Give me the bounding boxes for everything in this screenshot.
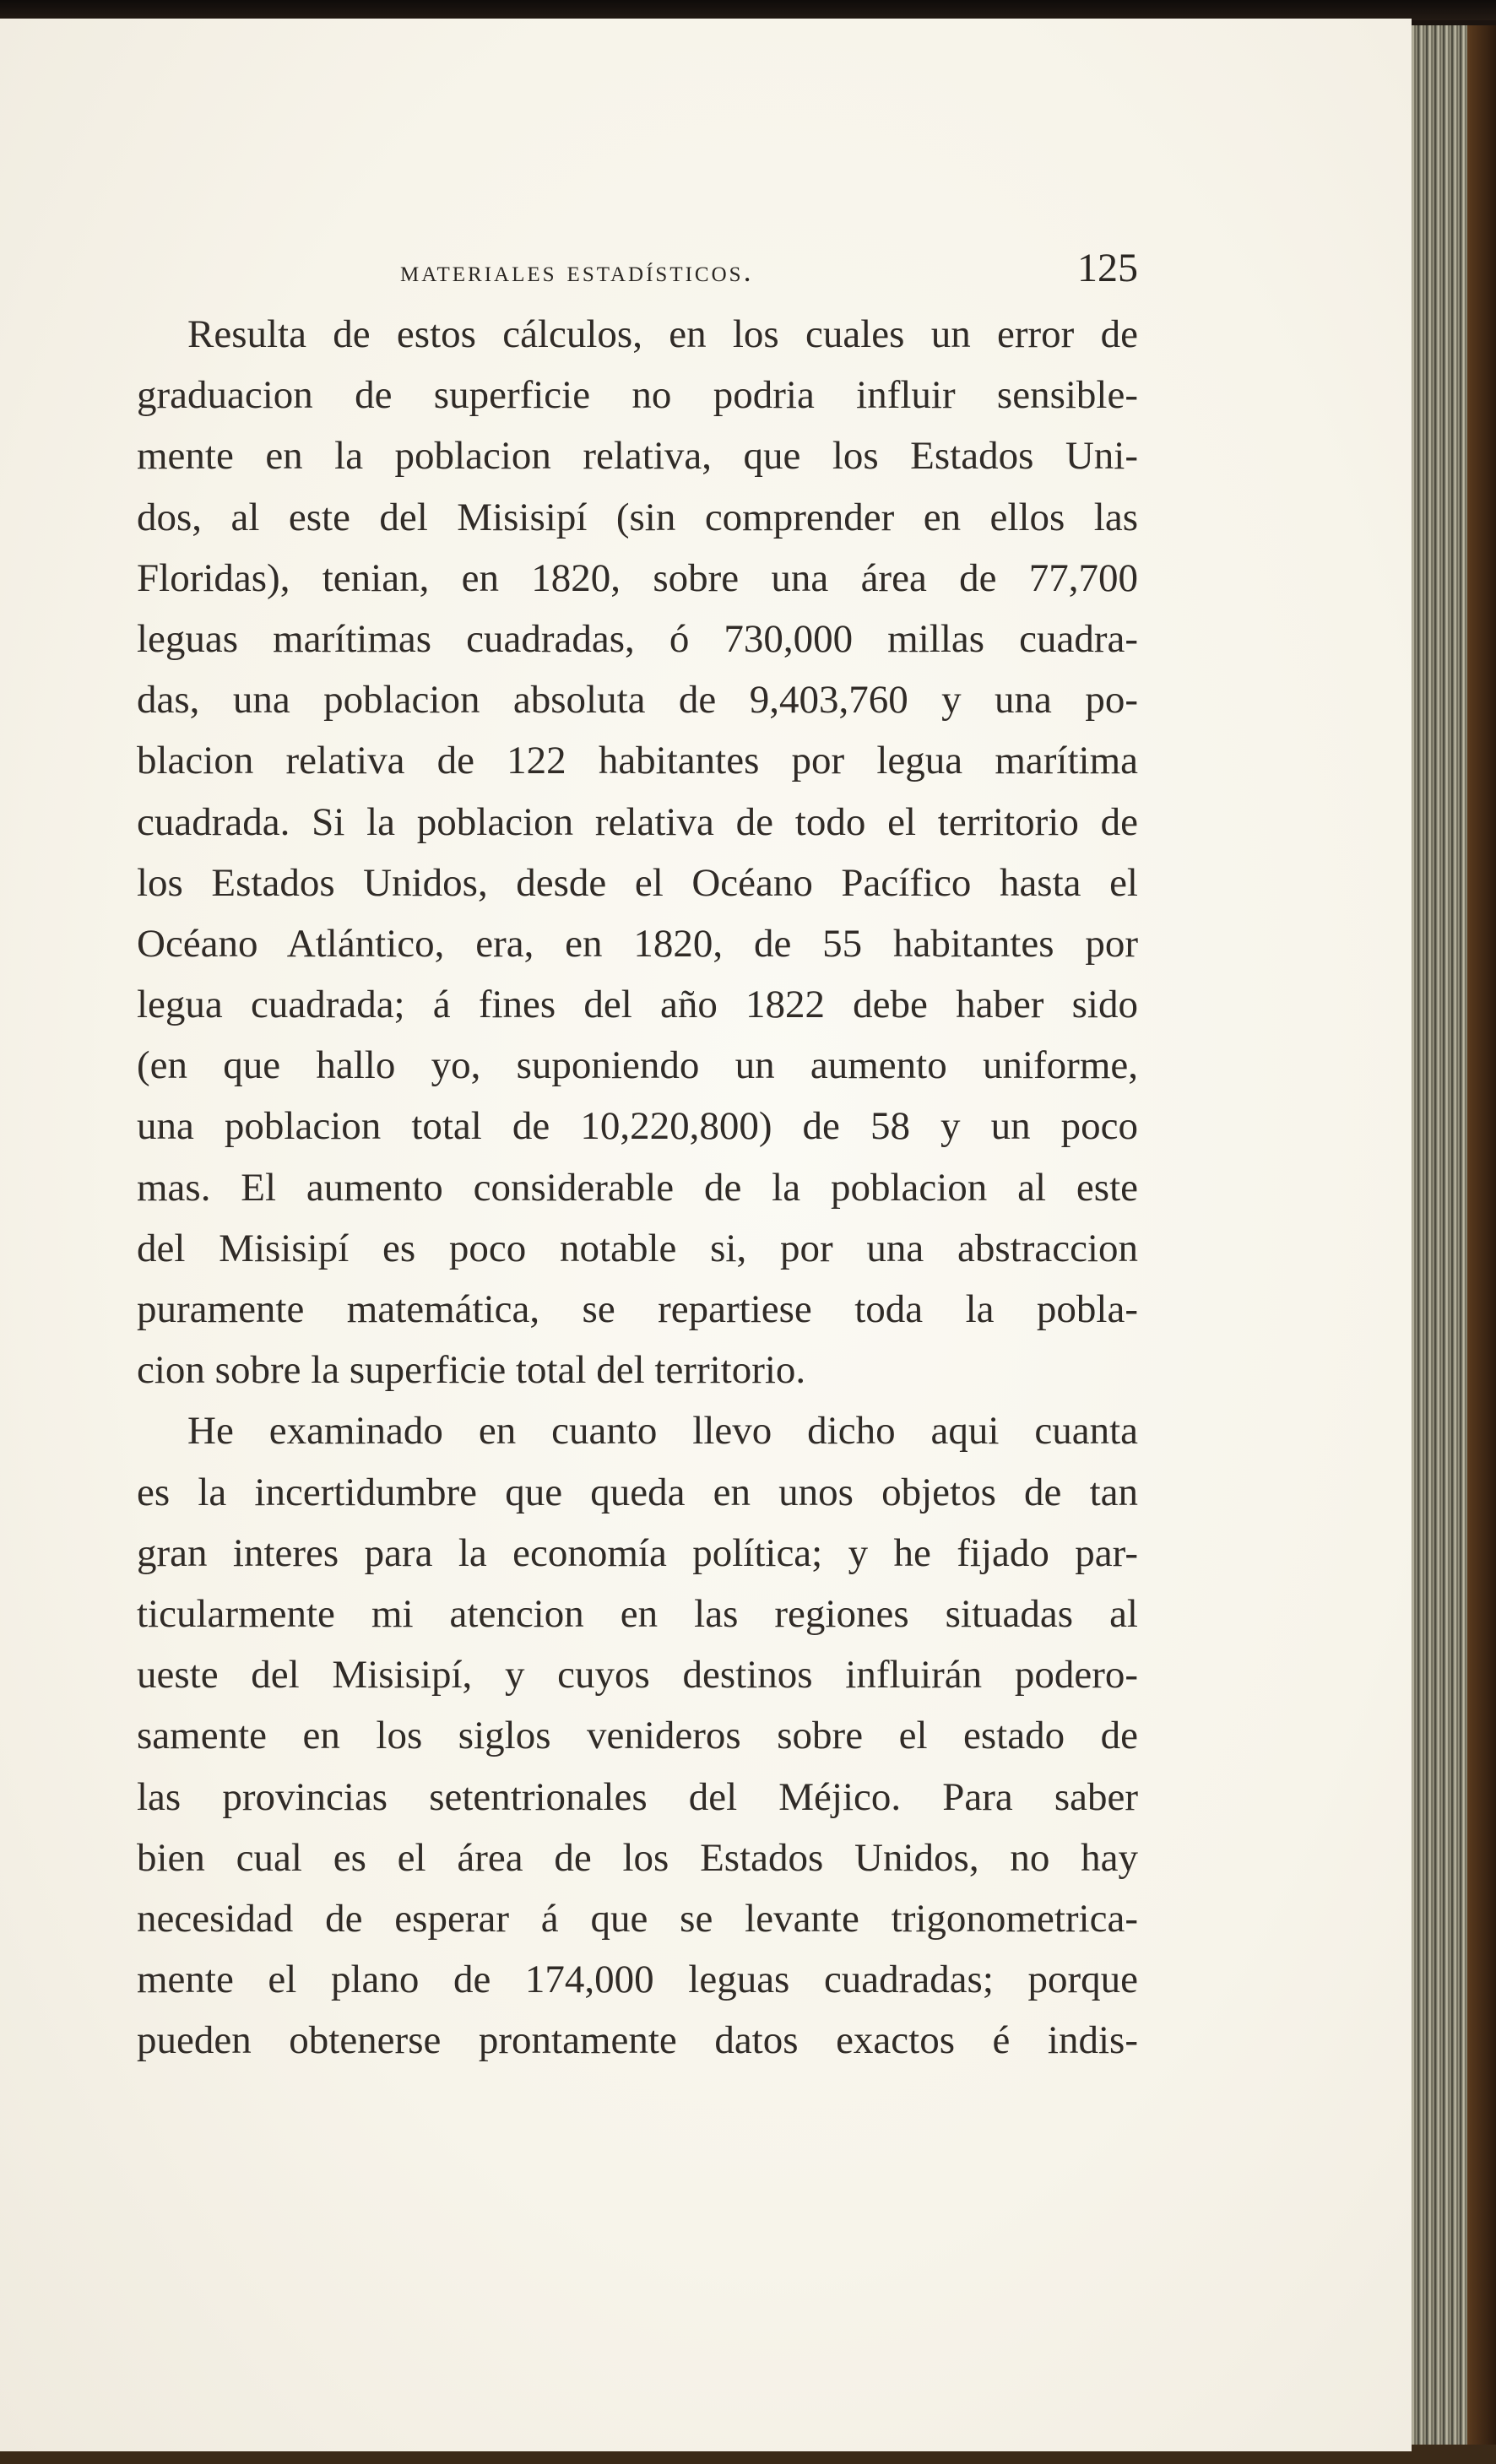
text-line: bien cual es el área de los Estados Unidos, no hay: [137, 1835, 1138, 1880]
text-line: ticularmente mi atencion en las regiones situadas al: [137, 1591, 1138, 1636]
text-line: las provincias setentrionales del Méjico. Para saber: [137, 1774, 1138, 1819]
text-line: necesidad de esperar á que se levante trigonometrica-: [137, 1896, 1138, 1941]
text-line: samente en los siglos venideros sobre el estado de: [137, 1714, 1138, 1758]
text-line: es la incertidumbre que queda en unos objetos de tan: [137, 1470, 1138, 1514]
paragraph-1: [137, 304, 1138, 1400]
text-line: das, una poblacion absoluta de 9,403,760 y una po-: [137, 678, 1138, 723]
text-line: legua cuadrada; á fines del año 1822 debe haber sido: [137, 983, 1138, 1027]
text-line: dos, al este del Misisipí (sin comprender en ellos las: [137, 495, 1138, 539]
text-line: graduacion de superficie no podria influir sensible-: [137, 373, 1138, 418]
text-line: una poblacion total de 10,220,800) de 58 y un poco: [137, 1104, 1138, 1149]
text-line: gran interes para la economía política; y he fijado par-: [137, 1530, 1138, 1575]
paragraph-2: [137, 1400, 1138, 2071]
book-fore-edge: [1401, 25, 1496, 2464]
scan-top-edge: [0, 0, 1496, 20]
body-text: [137, 304, 1138, 2071]
text-line: los Estados Unidos, desde el Océano Pacífico hasta el: [137, 860, 1138, 905]
page-number: 125: [1077, 246, 1138, 290]
text-line: cuadrada. Si la poblacion relativa de todo el territorio de: [137, 799, 1138, 844]
text-line: pueden obtenerse prontamente datos exactos é indis-: [137, 2018, 1138, 2063]
running-head: [400, 246, 1138, 297]
text-line: puramente matemática, se repartiese toda la pobla-: [137, 1287, 1138, 1331]
text-line: (en que hallo yo, suponiendo un aumento uniforme,: [137, 1043, 1138, 1088]
text-line: ueste del Misisipí, y cuyos destinos influirán podero-: [137, 1653, 1138, 1698]
text-line: Océano Atlántico, era, en 1820, de 55 habitantes por: [137, 921, 1138, 966]
text-line: cion sobre la superficie total del territorio.: [137, 1348, 806, 1393]
text-line: mente en la poblacion relativa, que los Estados Uni-: [137, 434, 1138, 479]
running-head-title: materiales estadísticos.: [400, 254, 754, 288]
text-line: mas. El aumento considerable de la poblacion al este: [137, 1165, 1138, 1210]
text-line: leguas marítimas cuadradas, ó 730,000 millas cuadra-: [137, 616, 1138, 661]
text-line: He examinado en cuanto llevo dicho aqui cuanta: [187, 1409, 1138, 1454]
text-line: blacion relativa de 122 habitantes por legua marítima: [137, 739, 1138, 783]
text-line: Floridas), tenian, en 1820, sobre una área de 77,700: [137, 555, 1138, 600]
text-line: del Misisipí es poco notable si, por una abstraccion: [137, 1226, 1138, 1270]
text-line: Resulta de estos cálculos, en los cuales un error de: [187, 312, 1138, 356]
text-line: mente el plano de 174,000 leguas cuadradas; porque: [137, 1958, 1138, 2002]
